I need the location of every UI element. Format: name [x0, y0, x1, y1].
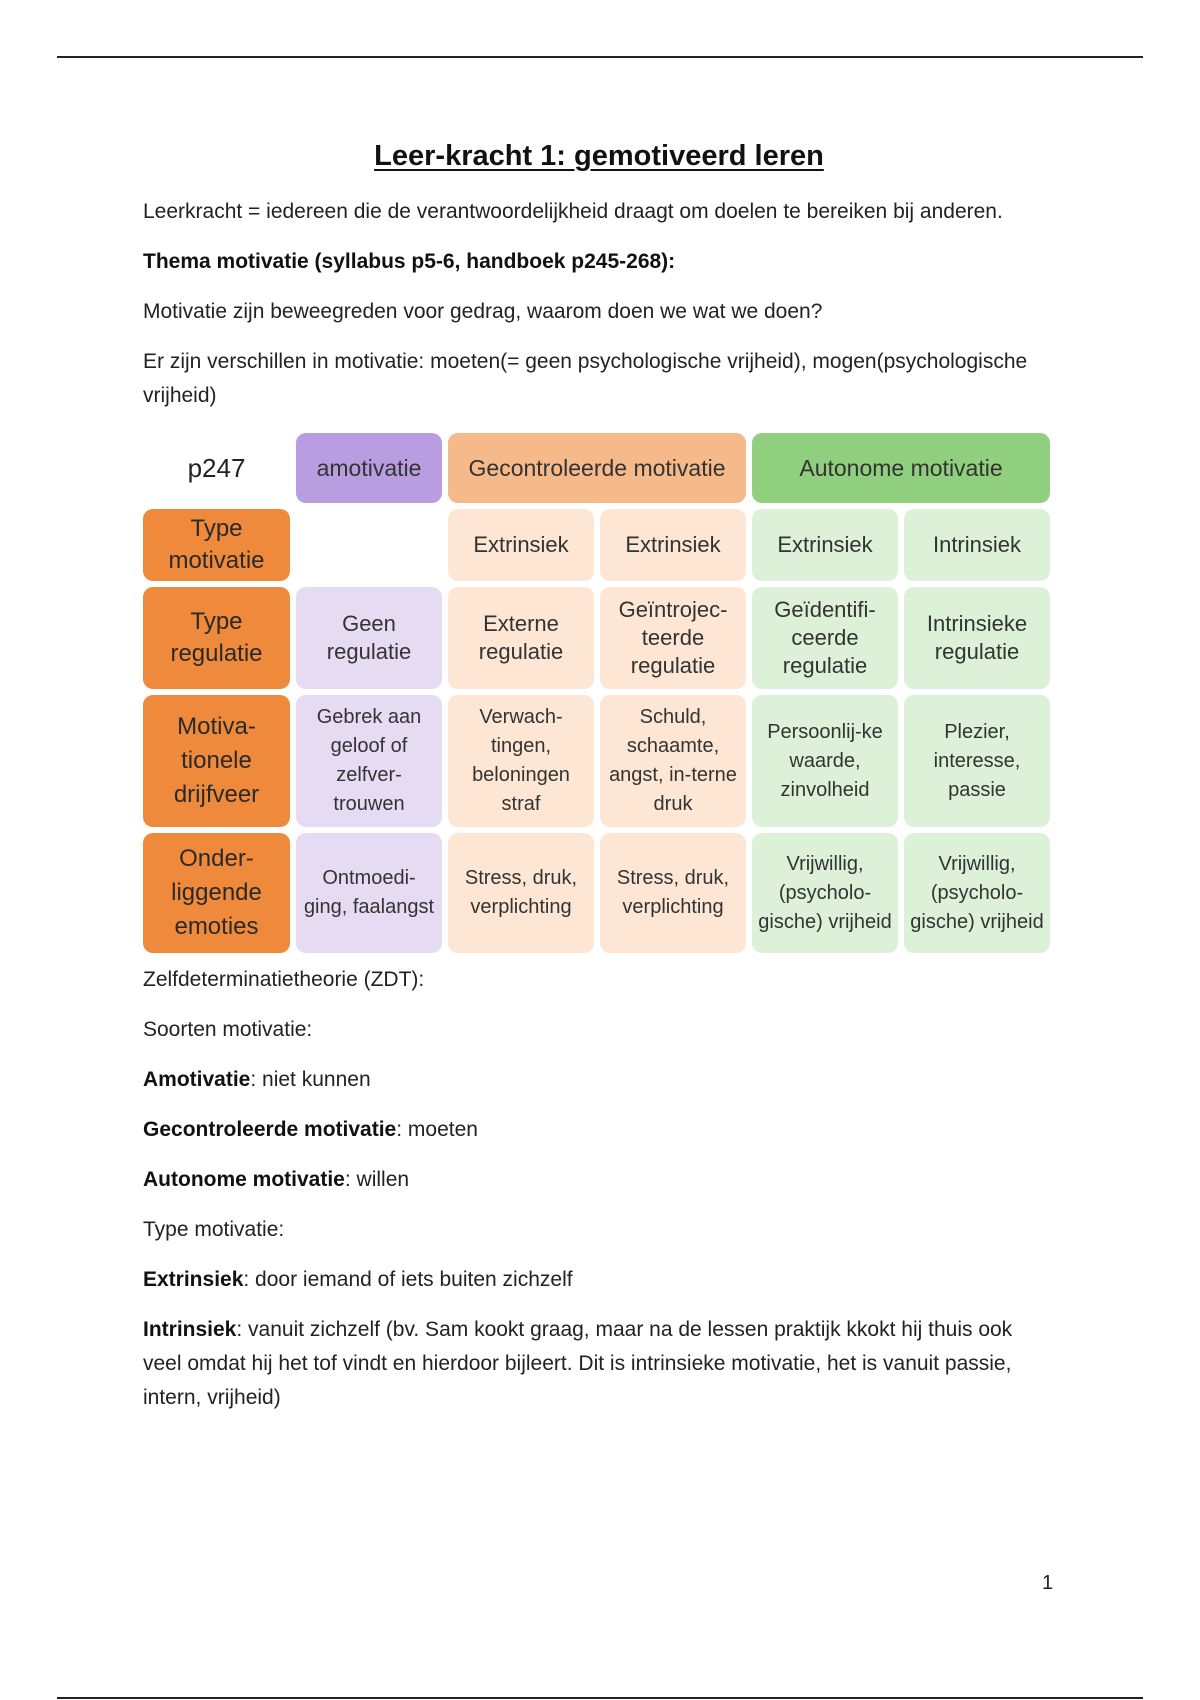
bottom-rule — [57, 1697, 1143, 1699]
table-cell: Externe regulatie — [448, 587, 594, 689]
table-cell: Schuld, schaamte, angst, in-terne druk — [600, 695, 746, 827]
gecontroleerd-paragraph — [143, 1113, 1055, 1147]
extrinsiek-desc: : door iemand of iets buiten zichzelf — [243, 1268, 573, 1291]
header-amotivatie: amotivatie — [296, 433, 442, 503]
type-paragraph: Type motivatie: — [143, 1218, 285, 1241]
table-cell: Persoonlij-ke waarde, zinvolheid — [752, 695, 898, 827]
soorten-paragraph: Soorten motivatie: — [143, 1018, 313, 1041]
autonoom-desc: : willen — [344, 1168, 410, 1191]
table-cell: Extrinsiek — [448, 509, 594, 581]
table-cell: Verwach-tingen, beloningen straf — [448, 695, 594, 827]
document-page — [143, 140, 1055, 1431]
zdt-paragraph: Zelfdeterminatietheorie (ZDT): — [143, 968, 425, 991]
gecontroleerd-desc: : moeten — [396, 1118, 478, 1141]
table-cell: Geen regulatie — [296, 587, 442, 689]
theme-heading: Thema motivatie (syllabus p5-6, handboek p245-268): — [143, 250, 676, 273]
theme-paragraph — [143, 245, 1055, 279]
table-cell: Stress, druk, verplichting — [600, 833, 746, 953]
row-label-type-regulatie: Type regulatie — [143, 587, 290, 689]
table-cell: Ontmoedi-ging, faalangst — [296, 833, 442, 953]
intrinsiek-term: Intrinsiek — [143, 1318, 237, 1341]
top-rule — [57, 56, 1143, 58]
autonoom-term: Autonome motivatie — [143, 1168, 345, 1191]
definition-paragraph: Leerkracht = iedereen die de verantwoordelijkheid draagt om doelen te bereiken bij anderen. — [143, 200, 1003, 223]
table-cell: Geïdentifi-ceerde regulatie — [752, 587, 898, 689]
intrinsiek-desc: : vanuit zichzelf (bv. Sam kookt graag, maar na de lessen praktijk kkokt hij thuis ook veel omdat hij het tof vindt en hierdoor bijleert. Dit is intrinsieke motivatie, het is vanuit passie, intern, vrijheid) — [143, 1318, 1013, 1409]
table-cell: Intrinsiek — [904, 509, 1050, 581]
row-label-motivationele-drijfveer: Motiva-tionele drijfveer — [143, 695, 290, 827]
motivation-paragraph: Motivatie zijn beweegreden voor gedrag, waarom doen we wat we doen? — [143, 300, 823, 323]
extrinsiek-paragraph — [143, 1263, 1055, 1297]
intrinsiek-paragraph — [143, 1313, 1055, 1415]
table-corner-label: p247 — [187, 453, 246, 483]
table-cell: Extrinsiek — [752, 509, 898, 581]
amotivatie-paragraph — [143, 1063, 1055, 1097]
gecontroleerd-term: Gecontroleerde motivatie — [143, 1118, 397, 1141]
table-cell: Vrijwillig, (psycholo-gische) vrijheid — [752, 833, 898, 953]
table-cell: Intrinsieke regulatie — [904, 587, 1050, 689]
extrinsiek-term: Extrinsiek — [143, 1268, 244, 1291]
header-gecontroleerde-motivatie: Gecontroleerde motivatie — [448, 433, 746, 503]
table-cell: Extrinsiek — [600, 509, 746, 581]
table-cell — [296, 509, 442, 581]
amotivatie-desc: : niet kunnen — [250, 1068, 371, 1091]
amotivatie-term: Amotivatie — [143, 1068, 251, 1091]
page-title: Leer-kracht 1: gemotiveerd leren — [374, 140, 824, 172]
row-label-onderliggende-emoties: Onder-liggende emoties — [143, 833, 290, 953]
motivation-table — [143, 433, 1055, 953]
table-cell: Geïntrojec-teerde regulatie — [600, 587, 746, 689]
row-label-type-motivatie: Type motivatie — [143, 509, 290, 581]
page-number: 1 — [1042, 1572, 1054, 1594]
table-cell: Stress, druk, verplichting — [448, 833, 594, 953]
table-cell: Gebrek aan geloof of zelfver-trouwen — [296, 695, 442, 827]
autonoom-paragraph — [143, 1163, 1055, 1197]
header-autonome-motivatie: Autonome motivatie — [752, 433, 1050, 503]
differences-paragraph: Er zijn verschillen in motivatie: moeten(= geen psychologische vrijheid), mogen(psychologische vrijheid) — [143, 350, 1028, 407]
table-cell: Vrijwillig, (psycholo-gische) vrijheid — [904, 833, 1050, 953]
table-cell: Plezier, interesse, passie — [904, 695, 1050, 827]
